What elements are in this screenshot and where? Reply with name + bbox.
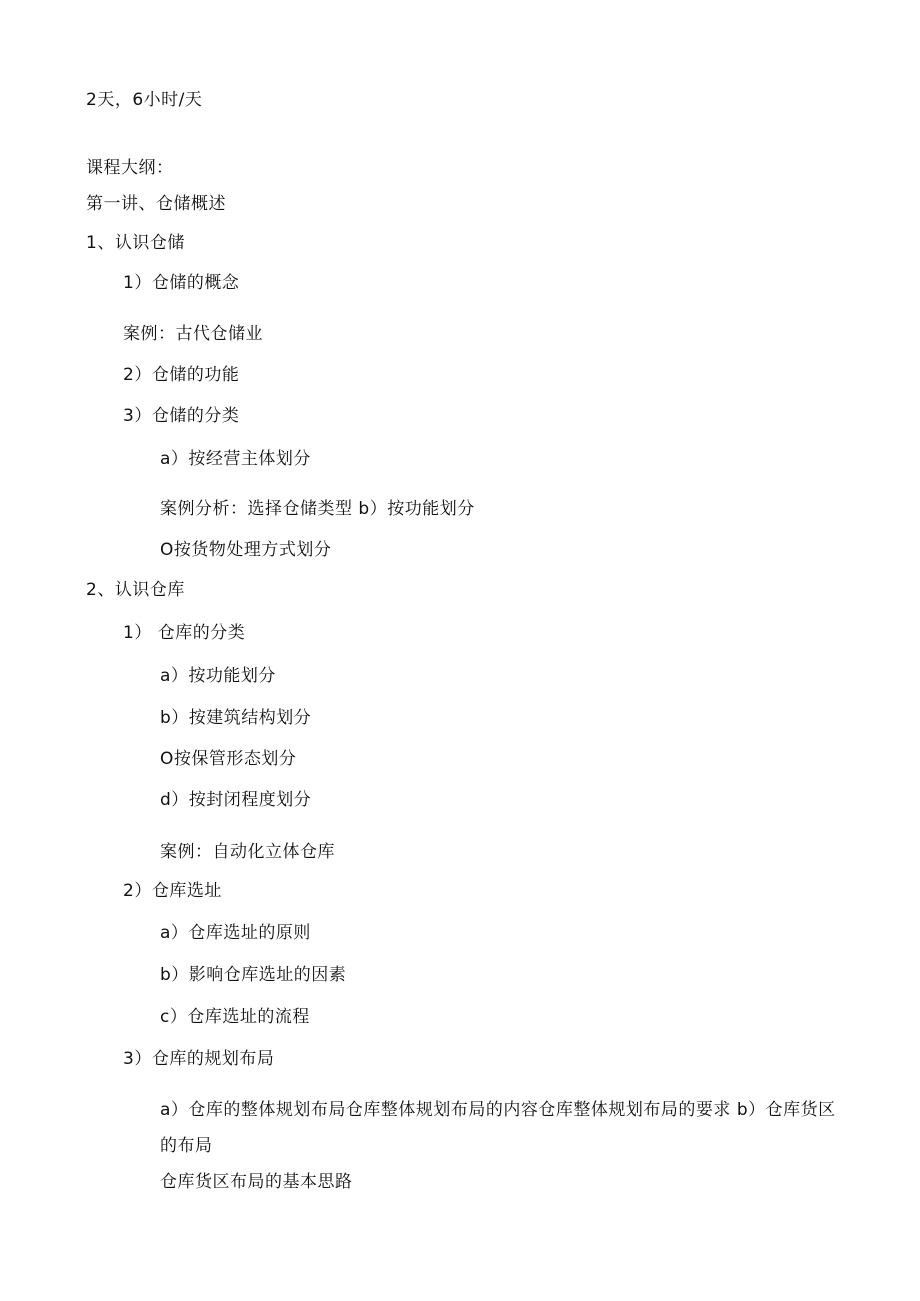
outline-item: 1）仓储的概念: [123, 273, 240, 293]
lecture-title: 第一讲、仓储概述: [86, 194, 226, 214]
outline-subitem: d）按封闭程度划分: [160, 790, 312, 810]
outline-subitem: a）按经营主体划分: [160, 449, 311, 469]
case-analysis-note: 案例分析：选择仓储类型 b）按功能划分: [160, 499, 475, 519]
outline-subitem: a）按功能划分: [160, 666, 276, 686]
layout-paragraph: a）仓库的整体规划布局仓库整体规划布局的内容仓库整体规划布局的要求 b）仓库货区的布局: [160, 1100, 836, 1156]
outline-subitem: c）仓库选址的流程: [160, 1007, 310, 1027]
case-note: 案例：古代仓储业: [123, 324, 263, 344]
outline-subitem: b）影响仓库选址的因素: [160, 965, 347, 985]
case-note: 案例：自动化立体仓库: [160, 842, 335, 862]
section-heading: 1、认识仓储: [86, 233, 185, 253]
section-heading: 2、认识仓库: [86, 580, 185, 600]
outline-subitem: O按保管形态划分: [160, 749, 297, 769]
outline-subitem: 仓库货区布局的基本思路: [160, 1172, 353, 1192]
outline-item: 3）仓库的规划布局: [123, 1049, 275, 1069]
outline-item: 3）仓储的分类: [123, 406, 240, 426]
outline-item: 2）仓储的功能: [123, 365, 240, 385]
outline-subitem: a）仓库选址的原则: [160, 923, 311, 943]
outline-subitem: O按货物处理方式划分: [160, 540, 332, 560]
outline-item: 1） 仓库的分类: [123, 623, 246, 643]
course-duration: 2天，6小时/天: [86, 90, 203, 110]
outline-item: 2）仓库选址: [123, 881, 222, 901]
outline-title: 课程大纲：: [86, 158, 174, 178]
outline-subitem: b）按建筑结构划分: [160, 708, 312, 728]
